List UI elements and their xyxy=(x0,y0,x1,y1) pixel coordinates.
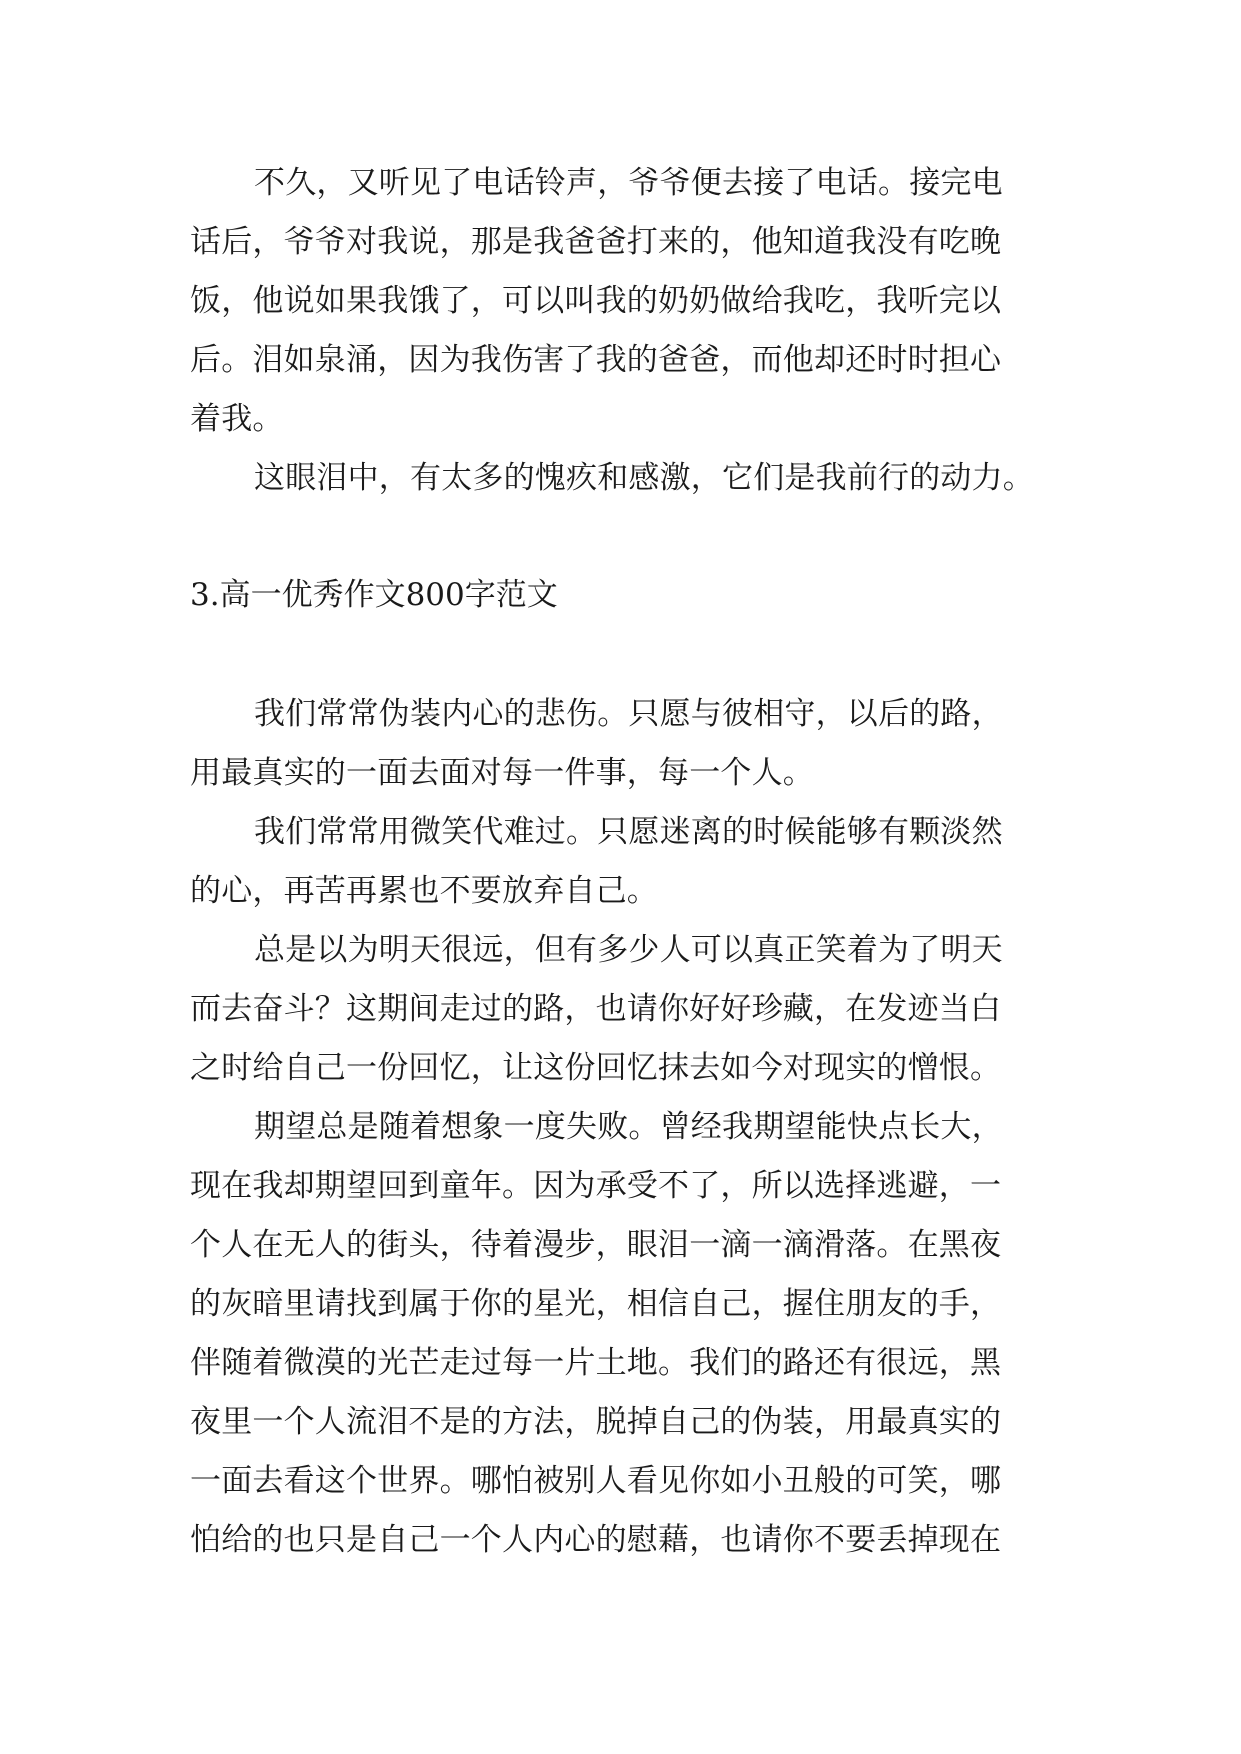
paragraph-line: 夜里一个人流泪不是的方法，脱掉自己的伪装，用最真实的 xyxy=(190,1404,1002,1440)
paragraph-line: 伴随着微漠的光芒走过每一片土地。我们的路还有很远，黑 xyxy=(190,1345,1002,1381)
paragraph-line: 总是以为明天很远，但有多少人可以真正笑着为了明天 xyxy=(254,932,1003,968)
paragraph-line: 后。泪如泉涌，因为我伤害了我的爸爸，而他却还时时担心 xyxy=(190,342,1002,378)
section-heading: 3.高一优秀作文800字范文 xyxy=(190,577,558,613)
paragraph-line: 这眼泪中，有太多的愧疚和感激，它们是我前行的动力。 xyxy=(254,460,1034,496)
paragraph-line: 我们常常伪装内心的悲伤。只愿与彼相守，以后的路， xyxy=(254,696,1003,732)
paragraph-line: 之时给自己一份回忆，让这份回忆抹去如今对现实的憎恨。 xyxy=(190,1050,1002,1086)
paragraph-line: 饭，他说如果我饿了，可以叫我的奶奶做给我吃，我听完以 xyxy=(190,283,1002,319)
paragraph-line: 不久，又听见了电话铃声，爷爷便去接了电话。接完电 xyxy=(254,165,1003,201)
paragraph-line: 而去奋斗？这期间走过的路，也请你好好珍藏，在发迹当白 xyxy=(190,991,1002,1027)
paragraph-line: 我们常常用微笑代难过。只愿迷离的时候能够有颗淡然 xyxy=(254,814,1003,850)
paragraph-line: 期望总是随着想象一度失败。曾经我期望能快点长大， xyxy=(254,1109,1003,1145)
paragraph-line: 的心，再苦再累也不要放弃自己。 xyxy=(190,873,658,909)
paragraph-line: 怕给的也只是自己一个人内心的慰藉，也请你不要丢掉现在 xyxy=(190,1522,1002,1558)
paragraph-line: 个人在无人的街头，待着漫步，眼泪一滴一滴滑落。在黑夜 xyxy=(190,1227,1002,1263)
paragraph-line: 的灰暗里请找到属于你的星光，相信自己，握住朋友的手， xyxy=(190,1286,1002,1322)
paragraph-line: 着我。 xyxy=(190,401,284,437)
paragraph-line: 话后，爷爷对我说，那是我爸爸打来的，他知道我没有吃晚 xyxy=(190,224,1002,260)
paragraph-line: 现在我却期望回到童年。因为承受不了，所以选择逃避，一 xyxy=(190,1168,1002,1204)
paragraph-line: 用最真实的一面去面对每一件事，每一个人。 xyxy=(190,755,814,791)
paragraph-line: 一面去看这个世界。哪怕被别人看见你如小丑般的可笑，哪 xyxy=(190,1463,1002,1499)
